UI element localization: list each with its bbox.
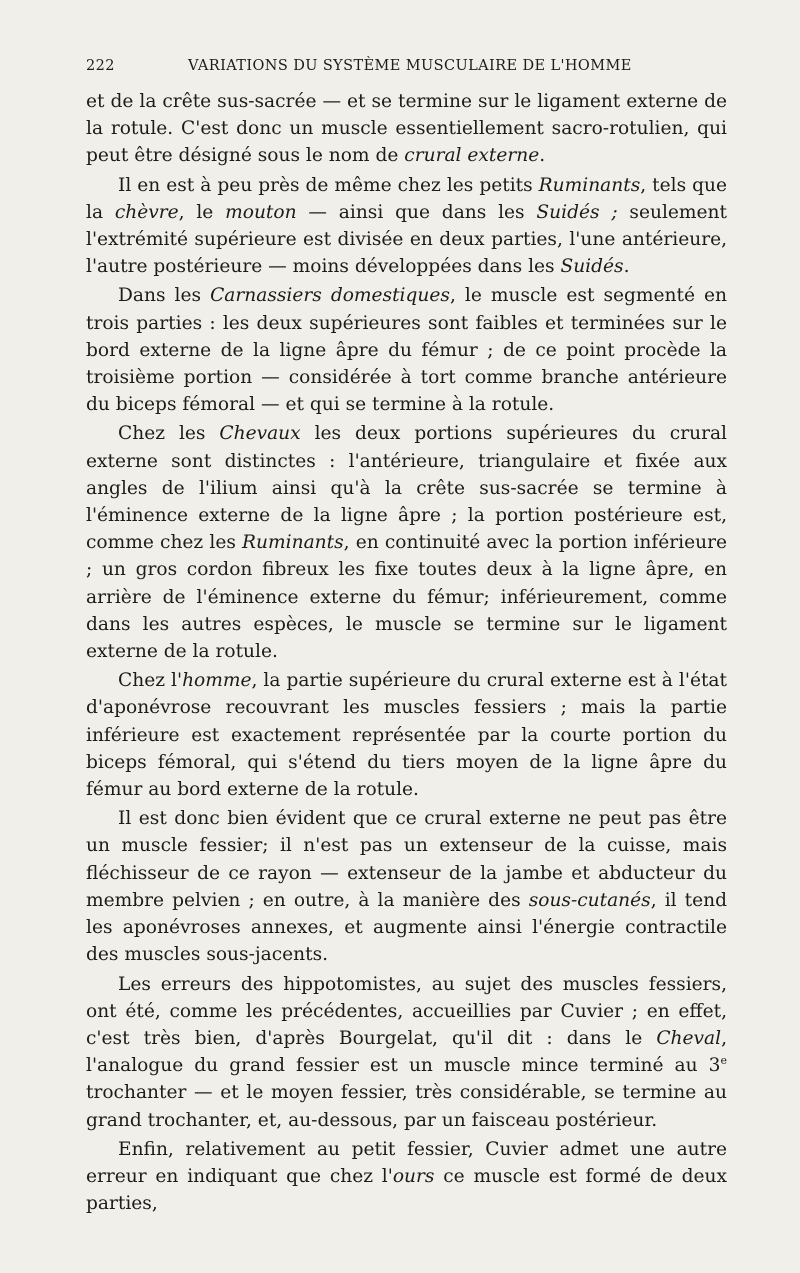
text-run: , il tend les aponévroses annexes, et augmente ainsi l'énergie contractile des muscles sous-jacents.: [86, 889, 728, 966]
paragraph: [86, 1136, 727, 1218]
text-run: , le muscle est segmenté en trois parties : les deux supérieures sont faibles et terminées sur le bord externe de la ligne âpre du fémur ; de ce point procède la troisième portion — considérée à tort comme branche antérieure du biceps fémoral — et qui se termine à la rotule.: [86, 285, 727, 416]
text-run: Il est donc bien évident que ce crural externe ne peut pas être un muscle fessier; il n'est pas un extenseur de la cuisse, mais fléchisseur de ce rayon — extenseur de la jambe et abducteur du membre pelvien ; en outre, à la manière des: [86, 808, 727, 911]
text-run: les deux portions supérieures du crural externe sont distinctes : l'antérieure, triangulaire et fixée aux angles de l'ilium ainsi qu'à la crête sus-sacrée se termine à l'éminence externe de la ligne âpre ; la portion postérieure est, comme chez les: [86, 423, 727, 554]
italic-term: Ruminants: [538, 174, 641, 196]
italic-term: crural externe: [404, 145, 540, 167]
running-title: VARIATIONS DU SYSTÈME MUSCULAIRE DE L'HOMME: [188, 58, 632, 74]
italic-term: ours: [392, 1165, 435, 1187]
body-text: [86, 88, 727, 1219]
text-run: , en continuité avec la portion inférieure ; un gros cordon fibreux les fixe toutes deux à la ligne âpre, en arrière de l'éminence externe du fémur; inférieurement, comme dans les autres espèces, le muscle se termine sur le ligament externe de la rotule.: [86, 532, 727, 663]
italic-term: mouton: [225, 201, 297, 223]
paragraph: [86, 172, 727, 281]
text-run: Chez l': [118, 670, 183, 692]
paragraph: [86, 667, 727, 803]
italic-term: homme: [182, 670, 252, 692]
page-number: 222: [86, 58, 115, 74]
paragraph: [86, 805, 727, 968]
italic-term: Chevaux: [219, 423, 301, 445]
paragraph: [86, 282, 727, 418]
text-run: , la partie supérieure du crural externe est à l'état d'aponévrose recouvrant les muscles fessiers ; mais la partie inférieure est exactement représentée par la courte portion du biceps fémoral, qui s'étend du tiers moyen de la ligne âpre du fémur au bord externe de la rotule.: [86, 670, 727, 801]
text-run: — ainsi que dans les: [296, 201, 537, 223]
text-run: et de la crête sus-sacrée — et se termine sur le ligament externe de la rotule. C'est donc un muscle essentiellement sacro-rotulien, qui peut être désigné sous le nom de: [86, 91, 727, 167]
running-head: [86, 58, 726, 82]
italic-term: Ruminants: [242, 532, 344, 554]
text-run: seulement l'extrémité supérieure est divisée en deux parties, l'une antérieure, l'autre postérieure — moins développées dans les: [86, 201, 727, 278]
text-run: Enfin, relativement au petit fessier, Cuvier admet une autre erreur en indiquant que chez l': [86, 1138, 727, 1187]
italic-term: sous-cutanés: [528, 889, 651, 911]
text-run: Il en est à peu près de même chez les petits: [118, 174, 539, 196]
italic-term: chèvre: [114, 201, 179, 223]
ordinal-superscript: e: [720, 1053, 727, 1067]
text-run: , l'analogue du grand fessier est un muscle mince terminé au 3: [86, 1027, 727, 1077]
text-run: , tels que la: [86, 174, 727, 223]
text-run: .: [539, 145, 546, 167]
paragraph: [86, 420, 727, 665]
italic-term: Carnassiers domestiques: [210, 285, 450, 307]
text-run: Dans les: [118, 285, 211, 307]
text-run: trochanter — et le moyen fessier, très considérable, se termine au grand trochanter, et, au-dessous, par un faisceau postérieur.: [86, 1082, 727, 1131]
paragraph: [86, 88, 727, 170]
text-run: Les erreurs des hippotomistes, au sujet des muscles fessiers, ont été, comme les précédentes, accueillies par Cuvier ; en effet, c'est très bien, d'après Bourgelat, qu'il dit : dans le: [86, 973, 727, 1049]
text-run: ce muscle est formé de deux parties,: [86, 1165, 727, 1215]
italic-term: Suidés: [560, 256, 624, 278]
text-run: , le: [178, 201, 226, 223]
italic-term: Suidés ;: [536, 201, 618, 223]
text-run: .: [623, 256, 630, 278]
text-run: Chez les: [118, 423, 220, 445]
paragraph: [86, 971, 727, 1134]
italic-term: Cheval: [656, 1027, 722, 1049]
